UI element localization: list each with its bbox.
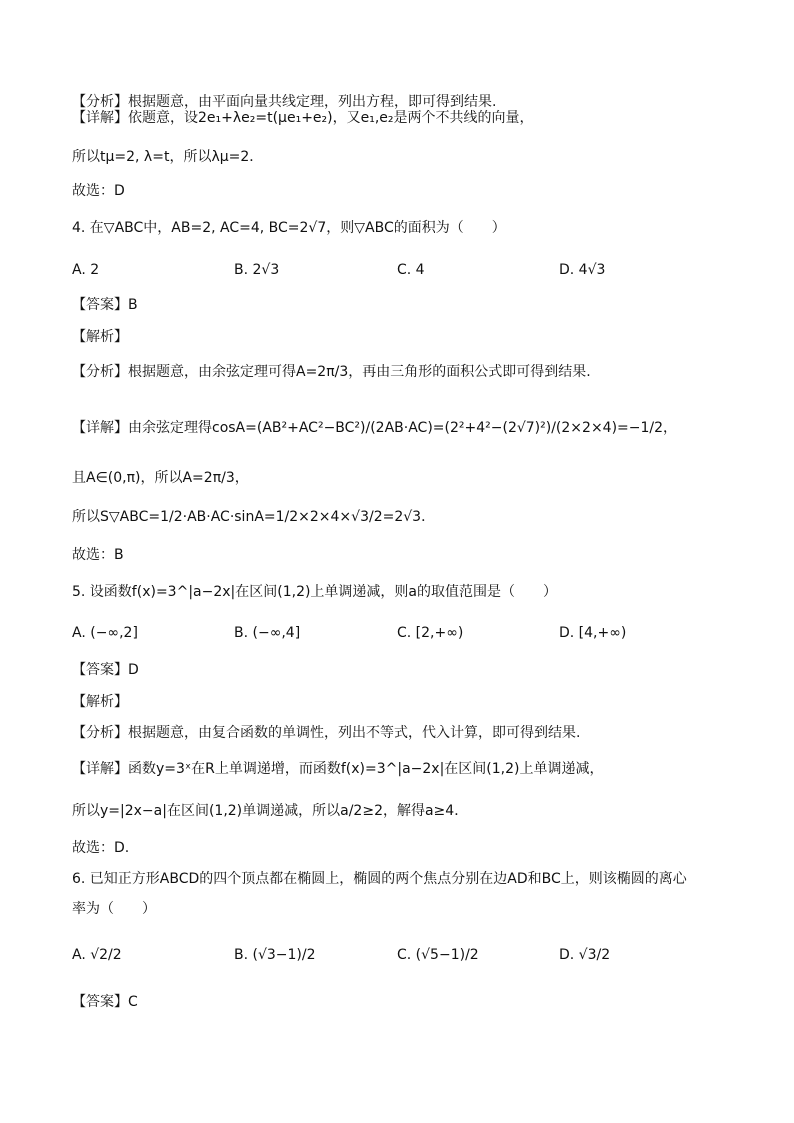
q6-option-b: B. (√3−1)/2 — [234, 947, 316, 963]
q4-option-b: B. 2√3 — [234, 262, 280, 278]
q5-option-d: D. [4,+∞) — [559, 625, 627, 641]
q4-area: 所以S▽ABC=1/2·AB·AC·sinA=1/2×2×4×√3/2=2√3． — [72, 509, 436, 525]
q5-jiexi-label: 【解析】 — [72, 694, 128, 710]
q5-choice: 故选：D. — [72, 840, 130, 856]
q4-domain: 且A∈(0,π)，所以A=2π/3， — [72, 470, 249, 486]
q4-choice: 故选：B — [72, 547, 124, 563]
q4-jiexi-label: 【解析】 — [72, 329, 128, 345]
q4-answer: 【答案】B — [72, 297, 138, 313]
q3-analysis: 【分析】根据题意，由平面向量共线定理，列出方程，即可得到结果. — [72, 94, 497, 110]
q6-stem-continued: 率为（ ） — [72, 901, 156, 917]
q4-analysis: 【分析】根据题意，由余弦定理可得A=2π/3，再由三角形的面积公式即可得到结果. — [72, 364, 591, 380]
q5-option-c: C. [2,+∞) — [397, 625, 464, 641]
q6-option-a: A. √2/2 — [72, 947, 122, 963]
q6-answer: 【答案】C — [72, 994, 138, 1010]
q5-answer: 【答案】D — [72, 662, 139, 678]
q5-analysis: 【分析】根据题意，由复合函数的单调性，列出不等式，代入计算，即可得到结果. — [72, 725, 581, 741]
q4-option-d: D. 4√3 — [559, 262, 606, 278]
q5-option-b: B. (−∞,4] — [234, 625, 301, 641]
q3-conclusion: 所以tμ=2, λ=t，所以λμ=2． — [72, 149, 264, 165]
q3-detail: 【详解】依题意，设2e₁+λe₂=t(μe₁+e₂)，又e₁,e₂是两个不共线的向量， — [72, 110, 534, 126]
q6-option-c: C. (√5−1)/2 — [397, 947, 479, 963]
q5-detail: 【详解】函数y=3ˣ在R上单调递增，而函数f(x)=3^|a−2x|在区间(1,2)上单调递减， — [72, 761, 604, 777]
q6-stem: 6. 已知正方形ABCD的四个顶点都在椭圆上，椭圆的两个焦点分别在边AD和BC上，则该椭圆的离心 — [72, 871, 687, 887]
q6-option-d: D. √3/2 — [559, 947, 611, 963]
q5-conclusion: 所以y=|2x−a|在区间(1,2)单调递减，所以a/2≥2，解得a≥4． — [72, 803, 469, 819]
q3-choice: 故选：D — [72, 183, 125, 199]
q5-stem: 5. 设函数f(x)=3^|a−2x|在区间(1,2)上单调递减，则a的取值范围是（ ） — [72, 584, 558, 600]
q5-option-a: A. (−∞,2] — [72, 625, 138, 641]
q4-stem: 4. 在▽ABC中，AB=2, AC=4, BC=2√7，则▽ABC的面积为（ ） — [72, 220, 506, 236]
q4-option-c: C. 4 — [397, 262, 425, 278]
q4-option-a: A. 2 — [72, 262, 100, 278]
q4-detail: 【详解】由余弦定理得cosA=(AB²+AC²−BC²)/(2AB·AC)=(2²+4²−(2√7)²)/(2×2×4)=−1/2， — [72, 420, 678, 436]
